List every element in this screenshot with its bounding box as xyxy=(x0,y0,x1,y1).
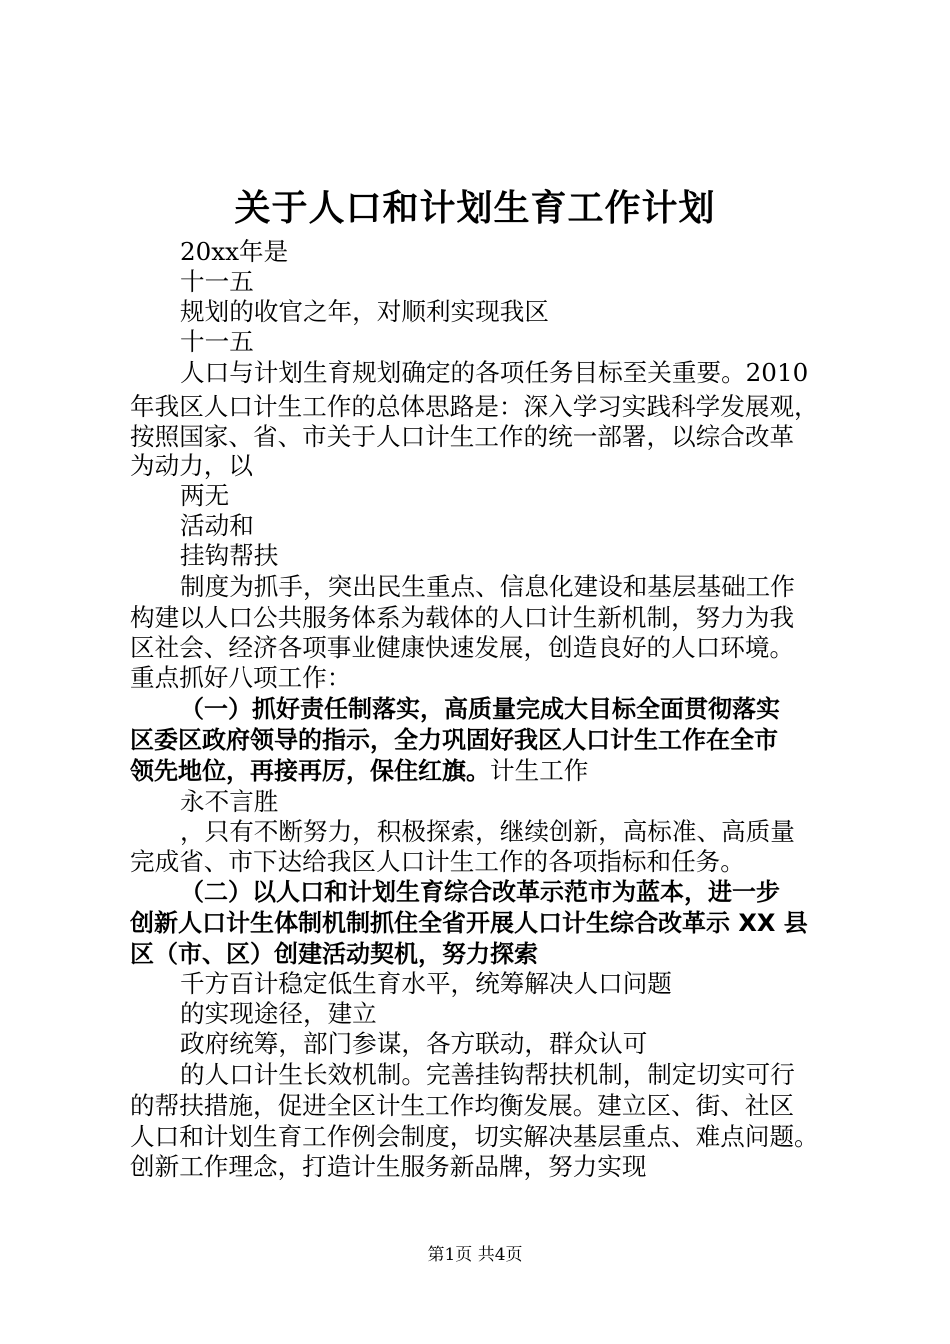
paragraph-line: 构建以人口公共服务体系为载体的人口计生新机制，努力为我 xyxy=(130,603,795,632)
section-heading-line: 区委区政府领导的指示，全力巩固好我区人口计生工作在全市 xyxy=(130,726,778,754)
paragraph-line: 区社会、经济各项事业健康快速发展，创造良好的人口环境。 xyxy=(130,633,795,662)
document-title: 关于人口和计划生育工作计划 xyxy=(234,187,716,229)
paragraph-line: 永不言胜 xyxy=(180,787,279,816)
paragraph-line: 挂钩帮扶 xyxy=(180,541,279,570)
section-heading-line: 区（市、区）创建活动契机，努力探索 xyxy=(130,940,538,968)
paragraph-line: 20xx年是 xyxy=(180,237,289,266)
paragraph-line: 规划的收官之年，对顺利实现我区 xyxy=(180,297,549,326)
paragraph-line: 人口与计划生育规划确定的各项任务目标至关重要。2010 xyxy=(180,358,809,387)
page-footer: 第1页 共4页 xyxy=(427,1245,523,1265)
paragraph-line xyxy=(130,756,588,786)
paragraph-line: 的帮扶措施，促进全区计生工作均衡发展。建立区、街、社区 xyxy=(130,1091,795,1120)
paragraph-text: 计生工作 xyxy=(490,756,589,785)
paragraph-line: 两无 xyxy=(180,481,230,510)
paragraph-line: 活动和 xyxy=(180,511,254,540)
paragraph-line: 十一五 xyxy=(180,267,254,296)
paragraph-line: 重点抓好八项工作： xyxy=(130,663,352,692)
section-heading-tail: 领先地位，再接再厉，保住红旗。 xyxy=(130,757,490,785)
section-heading-line: （二）以人口和计划生育综合改革示范市为蓝本，进一步 xyxy=(180,878,780,906)
paragraph-line: 十一五 xyxy=(180,327,254,356)
paragraph-line: ，只有不断努力，积极探索，继续创新，高标准、高质量 xyxy=(180,817,795,846)
paragraph-line: 为动力，以 xyxy=(130,451,253,480)
paragraph-line: 制度为抓手，突出民生重点、信息化建设和基层基础工作 xyxy=(180,572,795,601)
section-heading-line: 创新人口计生体制机制抓住全省开展人口计生综合改革示 XX 县 xyxy=(130,909,808,937)
paragraph-line: 年我区人口计生工作的总体思路是：深入学习实践科学发展观， xyxy=(130,392,819,421)
paragraph-line: 创新工作理念，打造计生服务新品牌，努力实现 xyxy=(130,1152,647,1181)
paragraph-line: 人口和计划生育工作例会制度，切实解决基层重点、难点问题。 xyxy=(130,1122,819,1151)
paragraph-line: 的人口计生长效机制。完善挂钩帮扶机制，制定切实可行 xyxy=(180,1060,795,1089)
paragraph-line: 完成省、市下达给我区人口计生工作的各项指标和任务。 xyxy=(130,847,745,876)
paragraph-line: 按照国家、省、市关于人口计生工作的统一部署，以综合改革 xyxy=(130,422,795,451)
paragraph-line: 千方百计稳定低生育水平，统筹解决人口问题 xyxy=(180,969,672,998)
paragraph-line: 的实现途径，建立 xyxy=(180,999,377,1028)
paragraph-line: 政府统筹，部门参谋，各方联动，群众认可 xyxy=(180,1029,648,1058)
section-heading-line: （一）抓好责任制落实，高质量完成大目标全面贯彻落实 xyxy=(180,695,780,723)
